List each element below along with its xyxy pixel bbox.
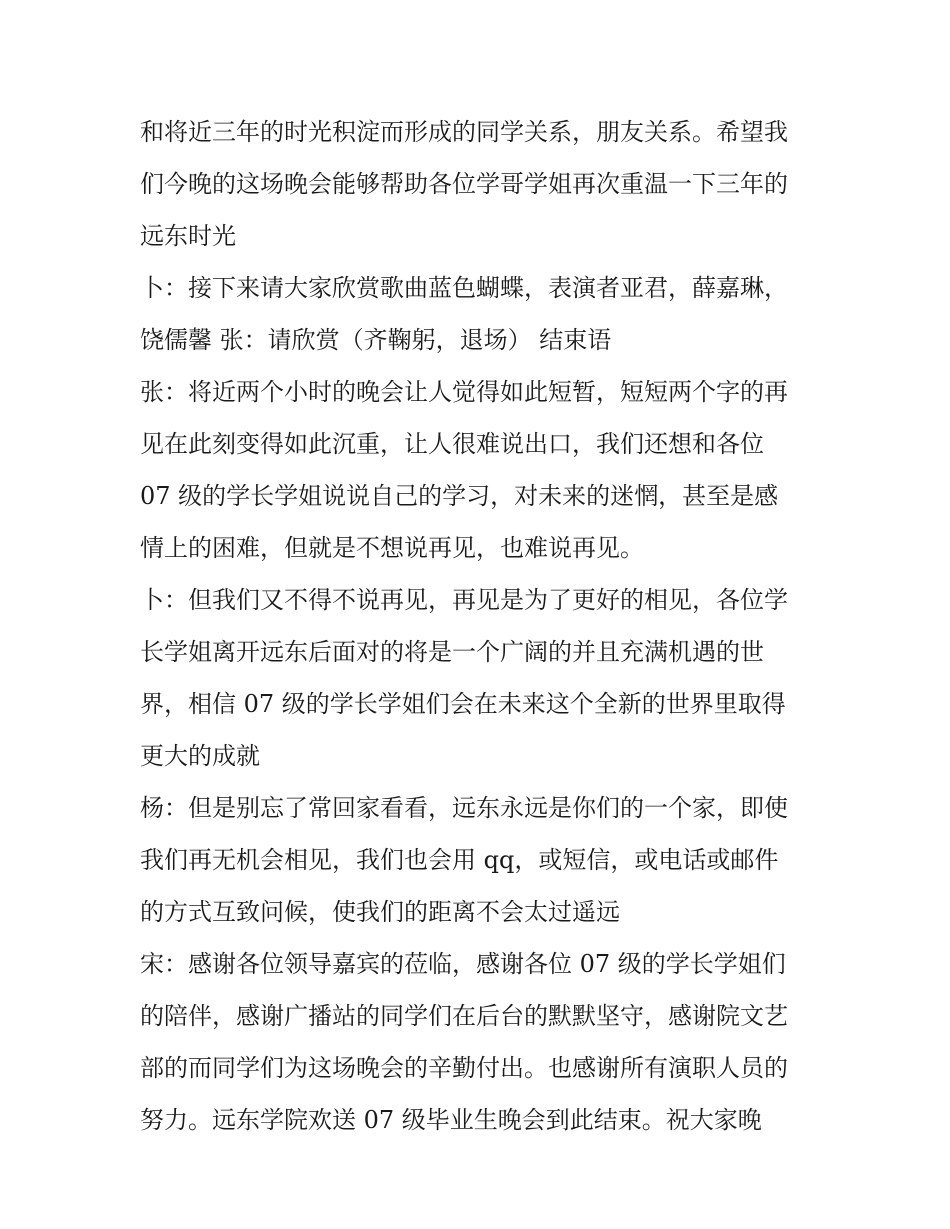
text-line: 情上的困难，但就是不想说再见，也难说再见。 bbox=[140, 534, 644, 562]
text-line: 张：将近两个小时的晚会让人觉得如此短暂，短短两个字的再 bbox=[140, 378, 788, 406]
text-line: 07 级的学长学姐说说自己的学习，对未来的迷惘，甚至是感 bbox=[140, 482, 779, 510]
text-line: 和将近三年的时光积淀而形成的同学关系，朋友关系。希望我 bbox=[140, 118, 788, 146]
text-line: 我们再无机会相见，我们也会用 qq，或短信，或电话或邮件 bbox=[140, 846, 779, 874]
text-line: 界，相信 07 级的学长学姐们会在未来这个全新的世界里取得 bbox=[140, 690, 786, 718]
text-line: 部的而同学们为这场晚会的辛勤付出。也感谢所有演职人员的 bbox=[140, 1054, 788, 1082]
text-line: 卜：但我们又不得不说再见，再见是为了更好的相见，各位学 bbox=[140, 586, 788, 614]
text-line: 宋：感谢各位领导嘉宾的莅临，感谢各位 07 级的学长学姐们 bbox=[140, 950, 786, 978]
text-line: 卜：接下来请大家欣赏歌曲蓝色蝴蝶，表演者亚君，薛嘉琳， bbox=[140, 274, 788, 302]
text-line: 的陪伴，感谢广播站的同学们在后台的默默坚守，感谢院文艺 bbox=[140, 1002, 788, 1030]
text-line: 们今晚的这场晚会能够帮助各位学哥学姐再次重温一下三年的 bbox=[140, 170, 788, 198]
text-line: 远东时光 bbox=[140, 222, 236, 250]
body-text bbox=[140, 106, 830, 1146]
text-line: 的方式互致问候，使我们的距离不会太过遥远 bbox=[140, 898, 620, 926]
text-line: 更大的成就 bbox=[140, 742, 260, 770]
text-line: 努力。远东学院欢送 07 级毕业生晚会到此结束。祝大家晚 bbox=[140, 1106, 762, 1134]
text-line: 长学姐离开远东后面对的将是一个广阔的并且充满机遇的世 bbox=[140, 638, 764, 666]
text-line: 饶儒馨 张：请欣赏（齐鞠躬，退场） 结束语 bbox=[140, 326, 612, 354]
text-line: 见在此刻变得如此沉重，让人很难说出口，我们还想和各位 bbox=[140, 430, 764, 458]
text-line: 杨：但是别忘了常回家看看，远东永远是你们的一个家，即使 bbox=[140, 794, 788, 822]
